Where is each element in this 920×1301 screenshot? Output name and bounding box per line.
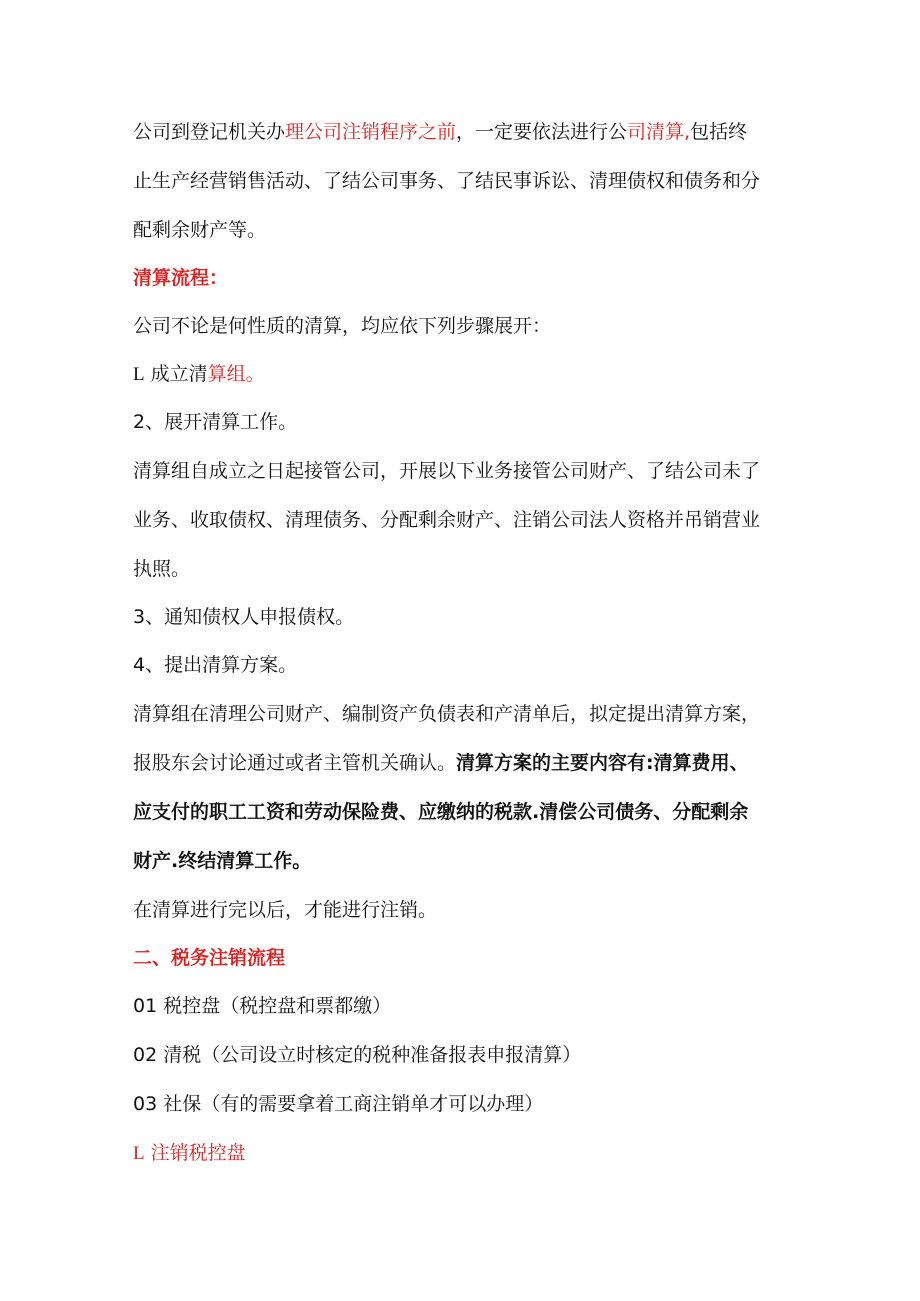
intro-line-1 [133, 118, 747, 146]
intro-text: ，一定要依法进行公 [456, 121, 628, 143]
tax-subitem-1 [133, 1139, 246, 1168]
section-heading-liquidation: 清算流程： [133, 267, 229, 289]
intro-text: 包括终 [690, 121, 748, 143]
tax-item-3: 03 社保（有的需要拿着工商注销单才可以办理） [133, 1093, 544, 1115]
section-heading-tax: 二、税务注销流程 [133, 947, 286, 969]
paragraph-bold: 清算方案的主要内容有:清算费用、 [456, 752, 749, 774]
intro-highlight: 理公司注销程序之前 [285, 121, 457, 143]
intro-highlight: 司清算 [627, 121, 685, 143]
subitem-text: 注销税控盘 [150, 1142, 246, 1164]
paragraph-2-line-3: 应支付的职工工资和劳动保险费、应缴纳的税款.清偿公司债务、分配剩余 [133, 801, 749, 823]
tax-item-1: 01 税控盘（税控盘和票都缴） [133, 995, 392, 1017]
paragraph-2-line-4: 财产.终结清算工作。 [133, 850, 312, 872]
liquidation-lead: 公司不论是何性质的清算，均应依下列步骤展开： [133, 315, 552, 337]
closing-line: 在清算进行完以后，才能进行注销。 [133, 899, 438, 921]
intro-text: 公司到登记机关办 [133, 121, 286, 143]
tax-item-2: 02 清税（公司设立时核定的税种准备报表申报清算） [133, 1044, 582, 1066]
step-text: 成立清 [150, 363, 208, 385]
step-highlight: 算组。 [207, 363, 265, 385]
paragraph-2-line-1: 清算组在清理公司财产、编制资产负债表和产清单后，拟定提出清算方案， [133, 703, 761, 725]
paragraph-1-line-1: 清算组自成立之日起接管公司，开展以下业务接管公司财产、了结公司未了 [133, 460, 761, 482]
paragraph-1-line-3: 执照。 [133, 558, 191, 580]
subitem-number: L [133, 1143, 145, 1164]
intro-comma: , [684, 121, 691, 143]
paragraph-text: 报股东会讨论通过或者主管机关确认。 [133, 752, 457, 774]
step-number: L [133, 364, 145, 385]
paragraph-2-line-2 [133, 749, 749, 777]
step-1 [133, 360, 265, 389]
intro-line-3: 配剩余财产等。 [133, 219, 267, 241]
step-3: 3、通知债权人申报债权。 [133, 606, 355, 628]
intro-line-2: 止生产经营销售活动、了结公司事务、了结民事诉讼、清理债权和债务和分 [133, 170, 761, 192]
step-4: 4、提出清算方案。 [133, 654, 298, 676]
step-2: 2、展开清算工作。 [133, 411, 298, 433]
paragraph-1-line-2: 业务、收取债权、清理债务、分配剩余财产、注销公司法人资格并吊销营业 [133, 509, 761, 531]
